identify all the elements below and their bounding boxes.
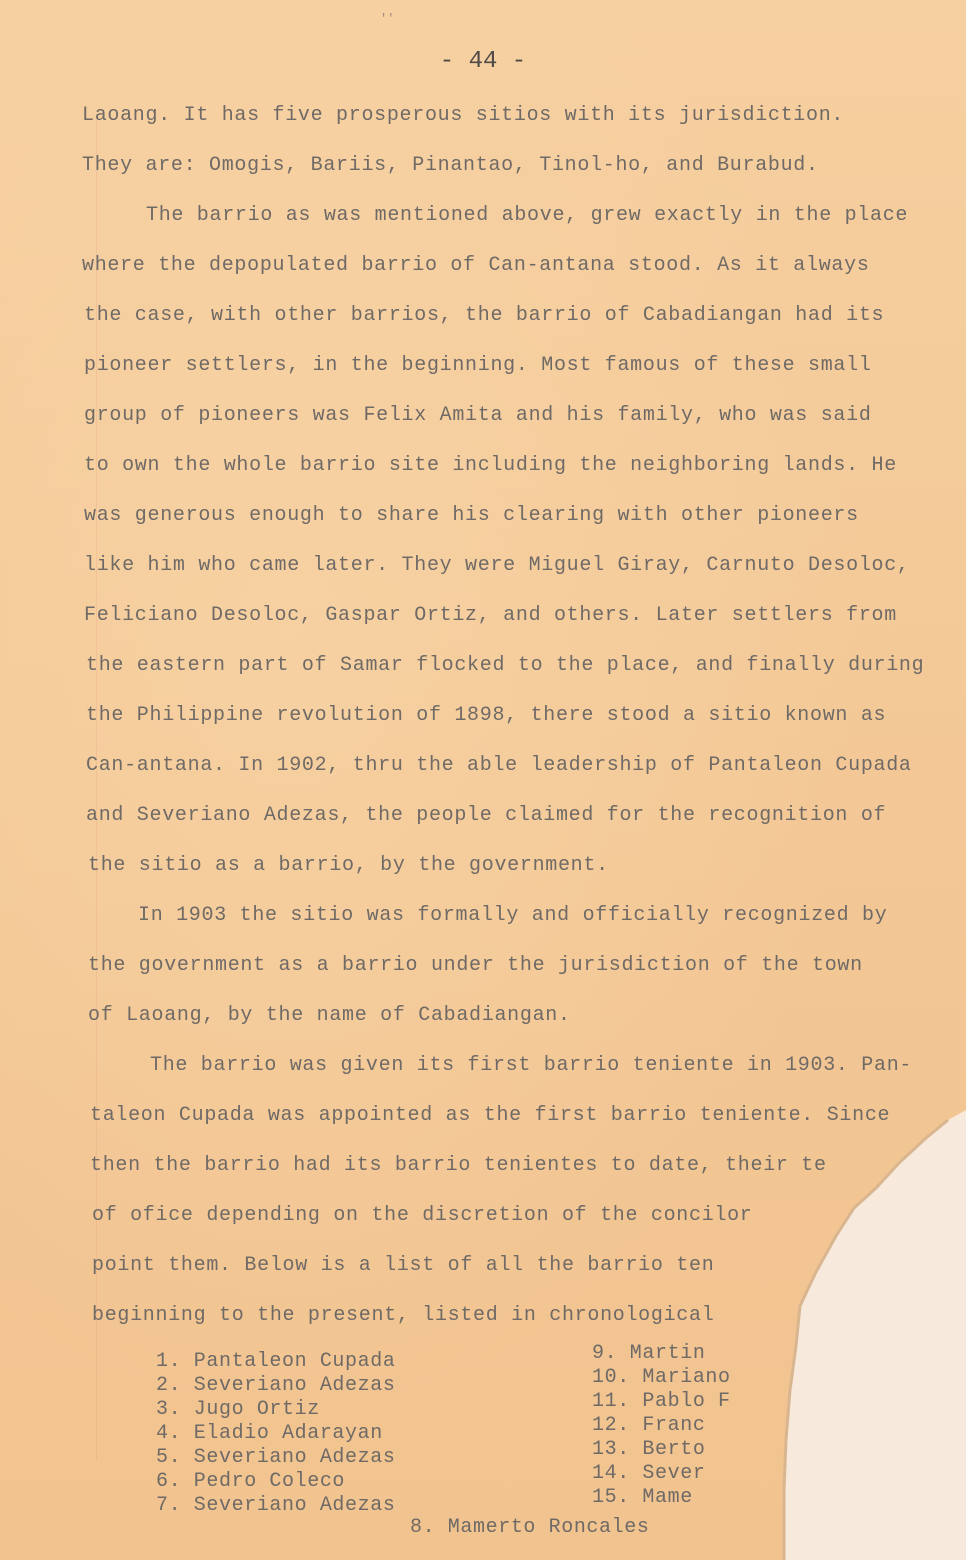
paragraph-start-line: The barrio as was mentioned above, grew exactly in the place: [146, 204, 909, 227]
list-item: 14. Sever: [592, 1462, 706, 1485]
text-line: then the barrio had its barrio tenientes to date, their te: [90, 1154, 827, 1177]
text-line: and Severiano Adezas, the people claimed for the recognition of: [86, 804, 887, 827]
text-line: was generous enough to share his clearing with other pioneers: [84, 504, 859, 527]
text-line: where the depopulated barrio of Can-antana stood. As it always: [82, 254, 870, 277]
list-item: 12. Franc: [592, 1414, 706, 1437]
page-number: - 44 -: [439, 48, 527, 75]
text-line: group of pioneers was Felix Amita and his family, who was said: [84, 404, 872, 427]
text-line: like him who came later. They were Miguel Giray, Carnuto Desoloc,: [84, 554, 910, 577]
text-line: the case, with other barrios, the barrio of Cabadiangan had its: [84, 304, 885, 327]
text-line: the government as a barrio under the jurisdiction of the town: [88, 954, 863, 977]
text-line: to own the whole barrio site including the neighboring lands. He: [84, 454, 897, 477]
list-item-8: 8. Mamerto Roncales: [410, 1516, 650, 1539]
list-item: 15. Mame: [592, 1486, 693, 1509]
text-line: the eastern part of Samar flocked to the place, and finally during: [86, 654, 925, 677]
text-line: pioneer settlers, in the beginning. Most famous of these small: [84, 354, 872, 377]
teniente-list-left: [156, 1350, 395, 1518]
list-item: 1. Pantaleon Cupada: [156, 1350, 396, 1373]
list-item: 6. Pedro Coleco: [156, 1470, 346, 1493]
list-item: 5. Severiano Adezas: [156, 1446, 396, 1469]
text-line: of ofice depending on the discretion of the concilor: [92, 1204, 753, 1227]
list-item: 2. Severiano Adezas: [156, 1374, 396, 1397]
text-line: the Philippine revolution of 1898, there stood a sitio known as: [86, 704, 887, 727]
list-item: 3. Jugo Ortiz: [156, 1398, 320, 1421]
text-line: point them. Below is a list of all the barrio ten: [92, 1254, 715, 1277]
text-line: Can-antana. In 1902, thru the able leadership of Pantaleon Cupada: [86, 754, 912, 777]
list-item: 13. Berto: [592, 1438, 706, 1461]
text-line: They are: Omogis, Bariis, Pinantao, Tinol-ho, and Burabud.: [82, 154, 819, 177]
text-line: of Laoang, by the name of Cabadiangan.: [88, 1004, 571, 1027]
text-line: Laoang. It has five prosperous sitios with its jurisdiction.: [82, 104, 845, 127]
list-item: 11. Pablo F: [592, 1390, 731, 1413]
text-line: taleon Cupada was appointed as the first barrio teniente. Since: [90, 1104, 891, 1127]
text-line: beginning to the present, listed in chronological: [92, 1304, 715, 1327]
paragraph-start-line: The barrio was given its first barrio teniente in 1903. Pan-: [150, 1054, 913, 1077]
text-line: the sitio as a barrio, by the government.: [88, 854, 609, 877]
list-item: 10. Mariano: [592, 1366, 731, 1389]
list-item: 9. Martin: [592, 1342, 706, 1365]
stray-mark: ′′: [380, 12, 395, 26]
list-item: 7. Severiano Adezas: [156, 1494, 396, 1517]
paragraph-start-line: In 1903 the sitio was formally and officially recognized by: [138, 904, 888, 927]
list-item: 4. Eladio Adarayan: [156, 1422, 383, 1445]
text-line: Feliciano Desoloc, Gaspar Ortiz, and others. Later settlers from: [84, 604, 897, 627]
torn-corner: [686, 1110, 966, 1560]
